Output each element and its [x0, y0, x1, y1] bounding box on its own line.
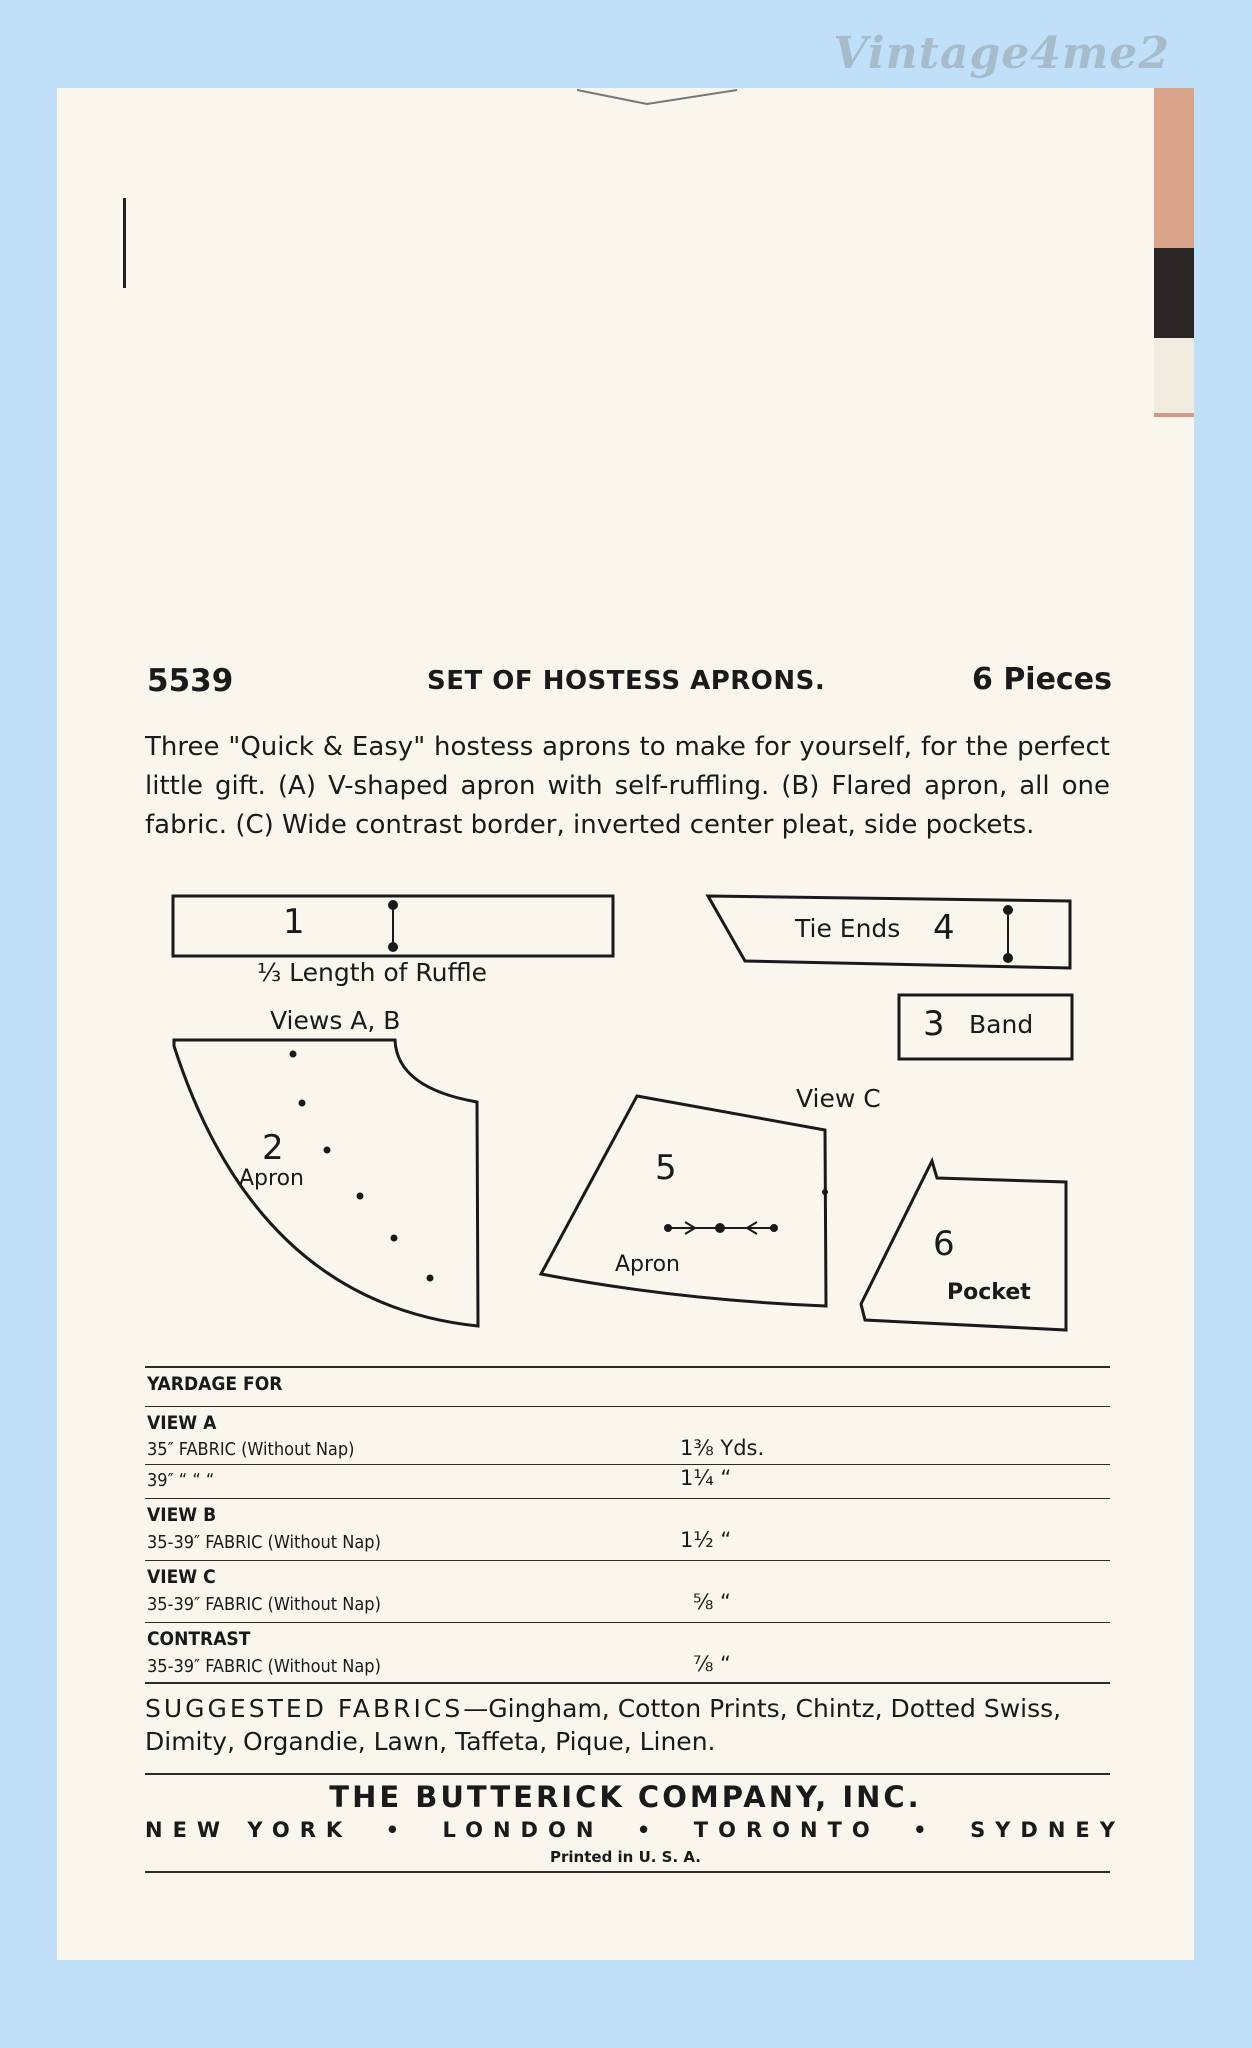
footer-rule-bottom: [145, 1871, 1110, 1873]
city-sydney: SYDNEY: [970, 1818, 1125, 1842]
city-separator: •: [636, 1818, 661, 1842]
suggested-fabrics: [145, 1692, 1125, 1758]
yardage-fabric: 35″ FABRIC (Without Nap): [147, 1439, 355, 1460]
yardage-amount: 1¼ “: [680, 1466, 732, 1490]
yardage-rule-bottom: [145, 1682, 1110, 1684]
city-separator: •: [913, 1818, 937, 1842]
yardage-amount: ⅞ “: [693, 1652, 731, 1676]
yardage-view-label: VIEW B: [147, 1504, 217, 1526]
piece-6-number: 6: [933, 1224, 955, 1264]
piece-2-name: Apron: [239, 1166, 304, 1191]
yardage-view-label: VIEW A: [147, 1412, 217, 1434]
city-toronto: TORONTO: [693, 1818, 880, 1842]
piece-1-number: 1: [283, 902, 305, 942]
city-separator: •: [385, 1818, 410, 1842]
piece-3-number: 3: [923, 1004, 945, 1044]
piece-2-shape: [174, 1040, 478, 1326]
footer-rule-top: [145, 1773, 1110, 1775]
suggested-fabrics-label: SUGGESTED FABRICS: [145, 1694, 464, 1723]
yardage-rule-top: [145, 1366, 1110, 1368]
views-ab-label: Views A, B: [270, 1006, 401, 1035]
piece-4-name: Tie Ends: [795, 914, 901, 943]
view-c-label: View C: [796, 1084, 881, 1113]
yardage-heading: YARDAGE FOR: [147, 1373, 283, 1395]
yardage-amount: 1½ “: [680, 1528, 732, 1552]
yardage-rule: [145, 1464, 1110, 1465]
pattern-pieces-diagram: [57, 88, 1194, 1438]
yardage-amount: 1⅜ Yds.: [680, 1436, 765, 1460]
pattern-title: SET OF HOSTESS APRONS.: [427, 666, 826, 696]
piece-1-note: ⅓ Length of Ruffle: [257, 958, 488, 987]
piece-4-number: 4: [933, 908, 955, 948]
watermark-text: Vintage4me2: [833, 28, 1170, 79]
yardage-view-label: VIEW C: [147, 1566, 216, 1588]
yardage-fabric: 35-39″ FABRIC (Without Nap): [147, 1656, 381, 1677]
piece-5-number: 5: [655, 1148, 677, 1188]
city-new-york: NEW YORK: [145, 1818, 353, 1842]
yardage-fabric: 39″ “ “ “: [147, 1470, 215, 1491]
company-name: THE BUTTERICK COMPANY, INC.: [329, 1780, 922, 1814]
piece-3-name: Band: [969, 1010, 1034, 1039]
yardage-rule: [145, 1622, 1110, 1623]
yardage-rule: [145, 1406, 1110, 1407]
pattern-description: Three "Quick & Easy" hostess aprons to make for yourself, for the perfect little gift. (A) V-shaped apron with self-ruffling. (B) Flared apron, all one fabric. (C) Wide contrast border, inverted center pleat, side pockets.: [145, 732, 1110, 840]
suggested-fabrics-list: —Gingham, Cotton Prints, Chintz, Dotted Swiss, Dimity, Organdie, Lawn, Taffeta, Pique, Linen.: [145, 1694, 1062, 1756]
pattern-number: 5539: [147, 663, 234, 699]
printed-in: Printed in U. S. A.: [550, 1848, 701, 1866]
piece-5-name: Apron: [615, 1252, 680, 1277]
yardage-view-label: CONTRAST: [147, 1628, 251, 1650]
yardage-rule: [145, 1498, 1110, 1499]
piece-count: 6 Pieces: [972, 662, 1112, 697]
city-london: LONDON: [442, 1818, 604, 1842]
yardage-rule: [145, 1560, 1110, 1561]
yardage-fabric: 35-39″ FABRIC (Without Nap): [147, 1594, 381, 1615]
yardage-amount: ⅝ “: [693, 1590, 731, 1614]
yardage-fabric: 35-39″ FABRIC (Without Nap): [147, 1532, 381, 1553]
piece-5-shape: [541, 1096, 826, 1306]
piece-2-number: 2: [262, 1128, 284, 1168]
pattern-envelope-back: [57, 88, 1194, 1960]
company-cities: [145, 1818, 1125, 1842]
piece-6-name: Pocket: [947, 1280, 1031, 1305]
